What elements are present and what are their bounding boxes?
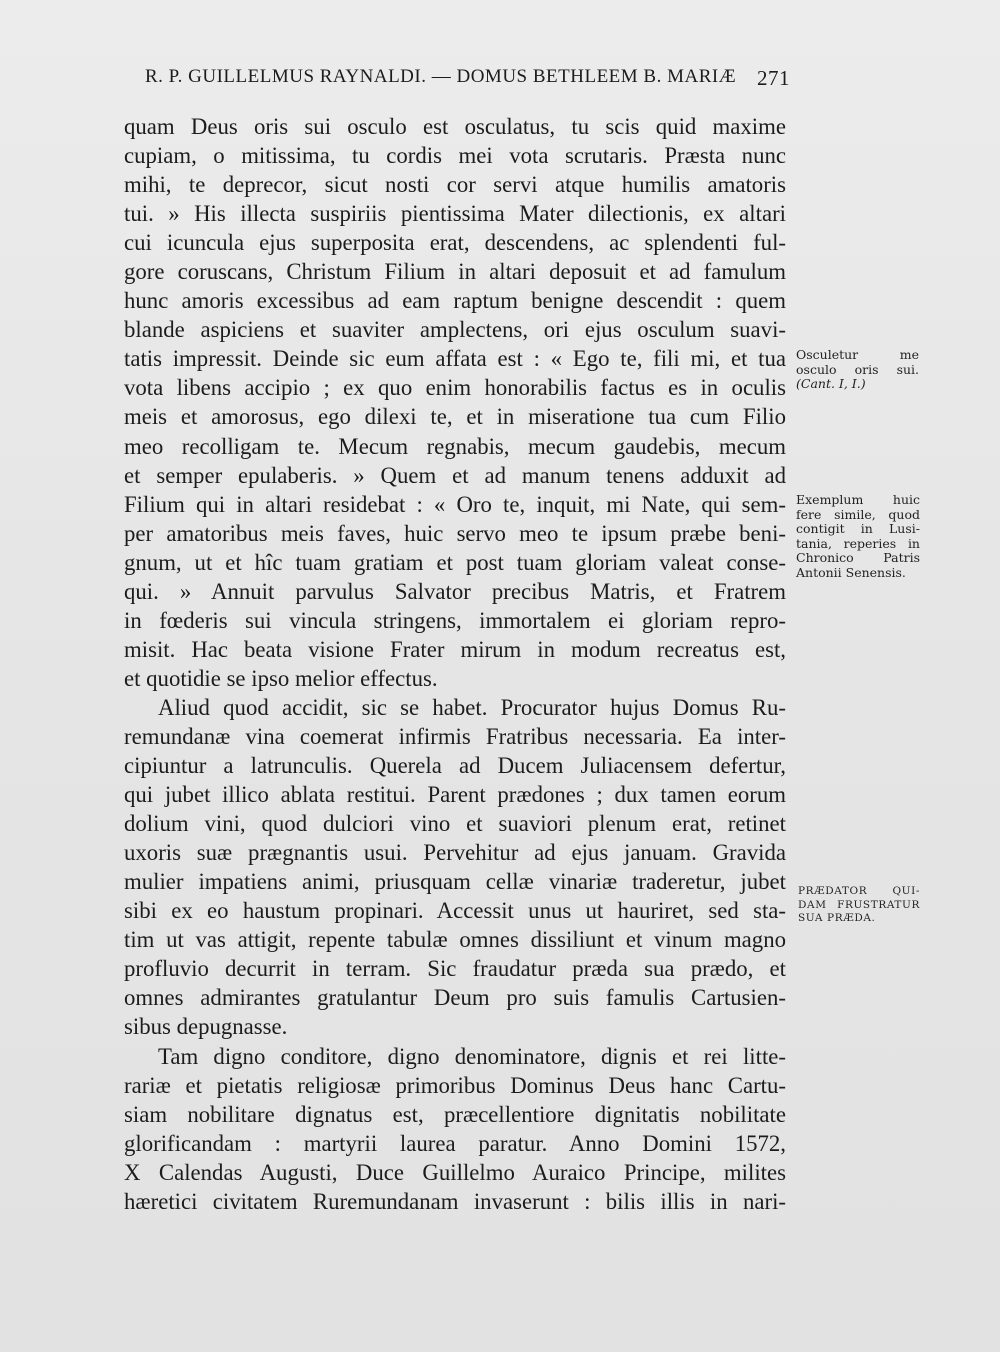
text-line: meis et amorosus, ego dilexi te, et in miseratione tua cum Filio <box>124 404 786 430</box>
text-line: dolium vini, quod dulciori vino et suaviori plenum erat, retinet <box>124 811 786 837</box>
margin-note-line: contigit in Lusi- <box>796 521 920 536</box>
text-line: hunc amoris excessibus ad eam raptum benigne descendit : quem <box>124 288 786 314</box>
text-line: cipiuntur a latrunculis. Querela ad Ducem Juliacensem defertur, <box>124 753 786 779</box>
text-line: siam nobilitare dignatus est, præcellentiore dignitatis nobilitate <box>124 1101 786 1127</box>
text-line: meo recolligam te. Mecum regnabis, mecum gaudebis, mecum <box>124 433 786 459</box>
text-line: Filium qui in altari residebat : « Oro te, inquit, mi Nate, qui sem- <box>124 491 786 517</box>
margin-note-line: Chronico Patris <box>796 550 920 565</box>
paragraph-start-line: Tam digno conditore, digno denominatore, dignis et rei litte- <box>158 1043 786 1069</box>
page-number: 271 <box>757 66 790 90</box>
text-line: sibus depugnasse. <box>124 1014 288 1040</box>
text-line: sibi ex eo haustum propinari. Accessit unus ut hauriret, sed sta- <box>124 898 786 924</box>
text-line: mihi, te deprecor, sicut nosti cor servi atque humilis amatoris <box>124 172 786 198</box>
text-line: glorificandam : martyrii laurea paratur. Anno Domini 1572, <box>124 1130 786 1156</box>
text-line: qui. » Annuit parvulus Salvator precibus Matris, et Fratrem <box>124 578 786 604</box>
running-header <box>145 66 790 91</box>
text-line: quam Deus oris sui osculo est osculatus, tu scis quid maxime <box>124 114 786 139</box>
margin-note-line: tania, reperies in <box>796 535 920 551</box>
text-line: rariæ et pietatis religiosæ primoribus Dominus Deus hanc Cartu- <box>124 1072 786 1098</box>
text-line: profluvio decurrit in terram. Sic fraudatur præda sua prædo, et <box>124 956 786 982</box>
margin-note-line: Exemplum huic <box>796 492 920 507</box>
margin-note-line: SUA PRÆDA. <box>798 912 876 924</box>
text-line: omnes admirantes gratulantur Deum pro suis famulis Cartusien- <box>124 985 786 1011</box>
margin-note-line: Antonii Senensis. <box>796 564 906 580</box>
text-line: remundanæ vina coemerat infirmis Fratribus necessaria. Ea inter- <box>124 723 786 749</box>
margin-note-exemplum <box>796 493 920 580</box>
margin-note-line: fere simile, quod <box>796 506 920 522</box>
text-line: hæretici civitatem Ruremundanam invaserunt : bilis illis in nari- <box>124 1188 786 1214</box>
paragraph-start-line: Aliud quod accidit, sic se habet. Procurator hujus Domus Ru- <box>158 694 786 720</box>
text-line: gnum, ut et hîc tuam gratiam et post tuam gloriam valeat conse- <box>124 549 786 575</box>
text-line: tim ut vas attigit, repente tabulæ omnes dissiliunt et vinum magno <box>124 927 786 953</box>
text-line: uxoris suæ prægnantis usui. Pervehitur ad ejus januam. Gravida <box>124 840 786 866</box>
margin-note-line: Osculetur me <box>796 347 919 362</box>
text-line: et semper epulaberis. » Quem et ad manum tenens adduxit ad <box>124 462 786 488</box>
text-line: gore coruscans, Christum Filium in altari deposuit et ad famulum <box>124 259 786 285</box>
text-line: per amatoribus meis faves, huic servo meo te ipsum præbe beni- <box>124 520 786 546</box>
text-line: blande aspiciens et suaviter amplectens, ori ejus osculum suavi- <box>124 317 786 343</box>
text-line: vota libens accipio ; ex quo enim honorabilis factus es in oculis <box>124 375 786 401</box>
text-line: et quotidie se ipso melior effectus. <box>124 665 438 691</box>
running-title: R. P. GUILLELMUS RAYNALDI. — DOMUS BETHLEEM B. MARIÆ <box>145 66 737 87</box>
margin-note-osculetur <box>796 348 919 392</box>
margin-note-praedator <box>798 885 920 926</box>
body-text <box>124 112 786 1216</box>
text-line: in fœderis sui vincula stringens, immortalem ei gloriam repro- <box>124 607 786 633</box>
text-line: cupiam, o mitissima, tu cordis mei vota scrutaris. Præsta nunc <box>124 143 786 169</box>
margin-note-line: (Cant. I, I.) <box>796 376 866 391</box>
text-line: tatis impressit. Deinde sic eum affata est : « Ego te, fili mi, et tua <box>124 346 786 372</box>
text-line: X Calendas Augusti, Duce Guillelmo Auraico Principe, milites <box>124 1159 786 1185</box>
text-line: misit. Hac beata visione Frater mirum in modum recreatus est, <box>124 636 786 662</box>
text-line: cui icuncula ejus superposita erat, descendens, ac splendenti ful- <box>124 230 786 256</box>
margin-note-line: PRÆDATOR QUI- <box>798 885 920 897</box>
margin-note-line: osculo oris sui. <box>796 361 919 377</box>
text-line: tui. » His illecta suspiriis pientissima Mater dilectionis, ex altari <box>124 201 786 227</box>
margin-note-line: DAM FRUSTRATUR <box>798 898 920 911</box>
text-line: mulier impatiens animi, priusquam cellæ vinariæ traderetur, jubet <box>124 869 786 895</box>
text-line: qui jubet illico ablata restitui. Parent prædones ; dux tamen eorum <box>124 782 786 808</box>
